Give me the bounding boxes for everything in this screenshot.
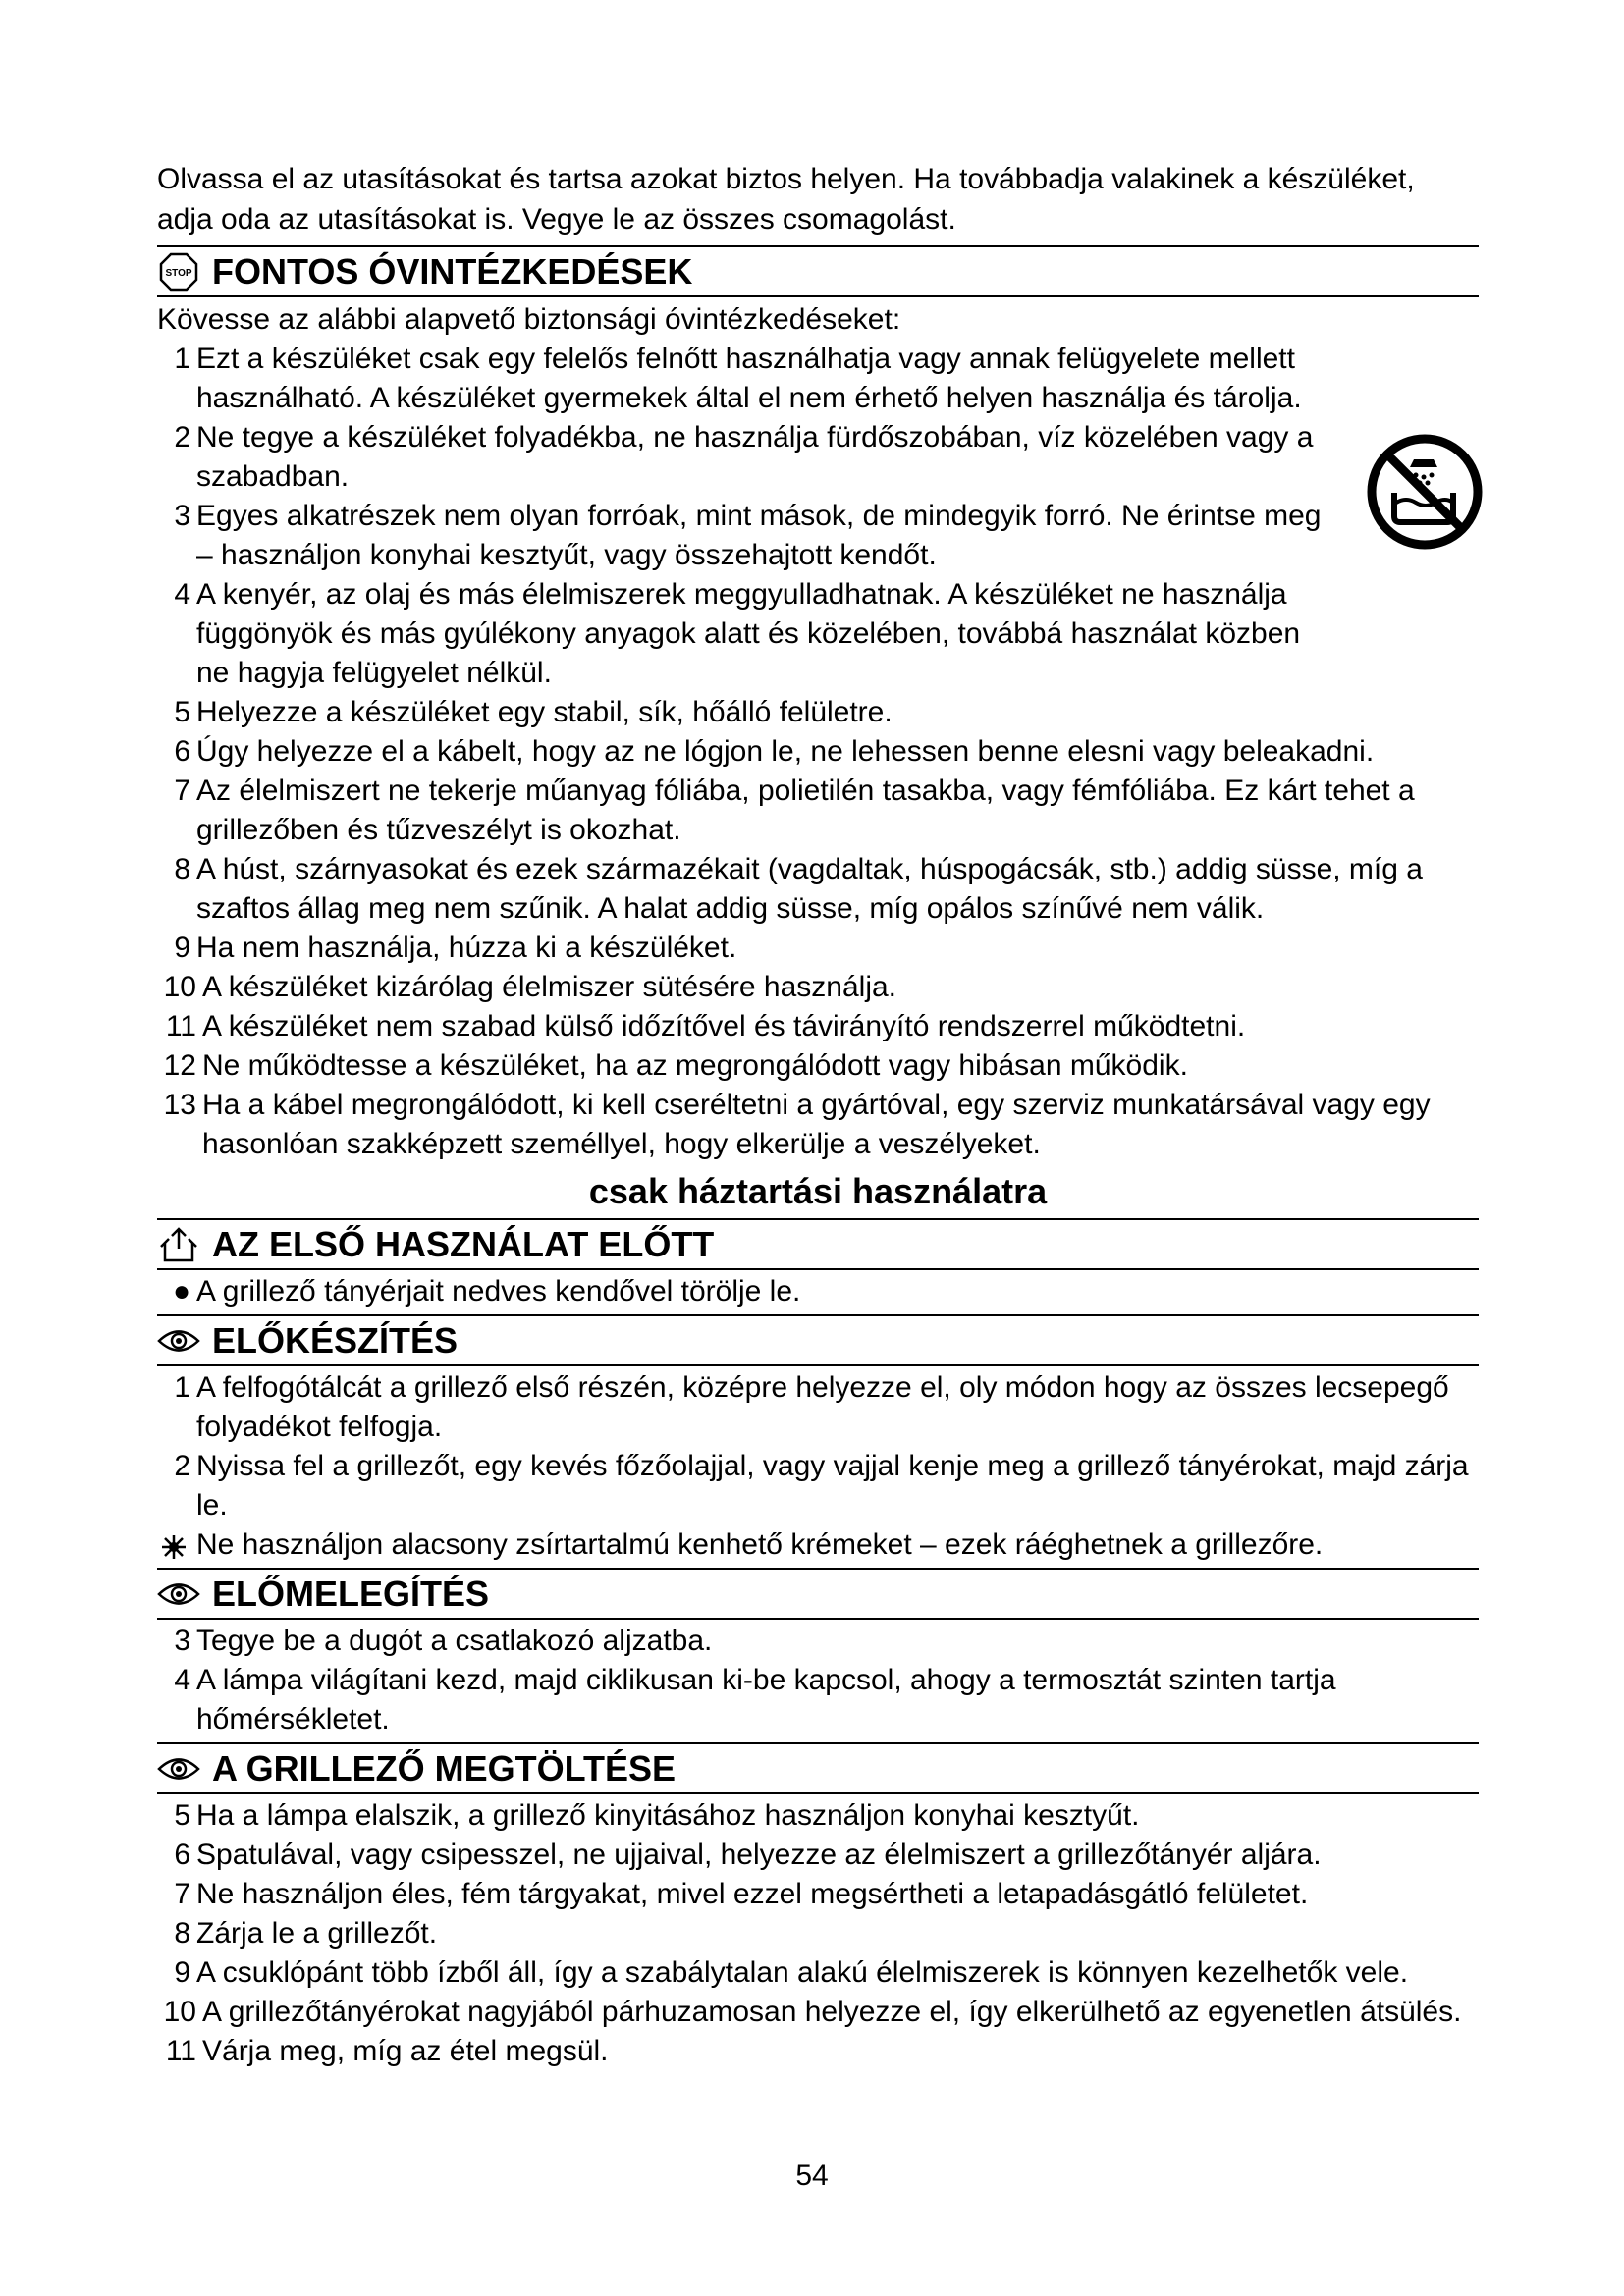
list-item (157, 1914, 1479, 1953)
item-text: A csuklópánt több ízből áll, így a szabálytalan alakú élelmiszerek is könnyen kezelhetők vele. (196, 1956, 1409, 1989)
item-text: Ne tegye a készüléket folyadékba, ne használja fürdőszobában, víz közelében vagy a szabadban. (196, 421, 1314, 493)
first-use-bullet (157, 1272, 1479, 1311)
list-item (157, 1836, 1479, 1875)
item-text: Ne használjon éles, fém tárgyakat, mivel ezzel megsértheti a letapadásgátló felületet. (196, 1878, 1309, 1910)
safety-list (157, 340, 1479, 1164)
safety-title: FONTOS ÓVINTÉZKEDÉSEK (212, 250, 693, 292)
intro-line-2: adja oda az utasításokat is. Vegye le az összes csomagolást. (157, 203, 956, 236)
prep-note-text: Ne használjon alacsony zsírtartalmú kenhető krémeket – ezek ráéghetnek a grillezőre. (196, 1528, 1324, 1561)
preheat-title: ELŐMELEGÍTÉS (212, 1573, 490, 1614)
item-number: 10 (163, 1996, 196, 2028)
item-text: A lámpa világítani kezd, majd ciklikusan ki-be kapcsol, ahogy a termosztát szinten tartja hőmérsékletet. (196, 1664, 1336, 1735)
item-text: A készüléket nem szabad külső időzítővel és távirányító rendszerrel működtetni. (202, 1010, 1246, 1042)
unpack-icon (157, 1223, 200, 1266)
list-item (157, 1368, 1479, 1447)
item-number: 4 (174, 578, 190, 611)
intro-line-1: Olvassa el az utasításokat és tartsa azokat biztos helyen. Ha továbbadja valakinek a készüléket, (157, 163, 1415, 195)
list-item (157, 968, 1479, 1007)
item-number: 10 (163, 971, 196, 1003)
safety-header (157, 245, 1479, 297)
list-item (157, 1046, 1479, 1086)
prep-note (157, 1525, 1479, 1565)
item-number: 2 (174, 1450, 190, 1482)
list-item (157, 418, 1479, 497)
item-number: 11 (165, 2035, 196, 2067)
eye-icon (157, 1573, 200, 1616)
item-text: A grillezőtányérokat nagyjából párhuzamosan helyezze el, így elkerülhető az egyenetlen átsülés. (202, 1996, 1462, 2028)
list-item (157, 1993, 1479, 2032)
item-text: Várja meg, míg az étel megsül. (202, 2035, 609, 2067)
list-item (157, 340, 1479, 418)
item-text: A felfogótálcát a grillező első részén, középre helyezze el, oly módon hogy az összes lecsepegő folyadékot felfogja. (196, 1371, 1449, 1443)
bullet-dot: ● (173, 1275, 191, 1308)
first-use-header (157, 1218, 1479, 1270)
item-number: 5 (174, 696, 190, 728)
no-water-warning-icon (1365, 432, 1485, 552)
item-number: 12 (163, 1049, 196, 1082)
item-text: Tegye be a dugót a csatlakozó aljzatba. (196, 1625, 713, 1657)
prep-list (157, 1368, 1479, 1525)
list-item (157, 1086, 1479, 1164)
preheat-list (157, 1622, 1479, 1739)
item-number: 13 (163, 1089, 196, 1121)
item-text: Egyes alkatrészek nem olyan forróak, mint mások, de mindegyik forró. Ne érintse meg – használjon konyhai kesztyűt, vagy összehajtott kendőt. (196, 500, 1322, 571)
item-number: 8 (174, 853, 190, 885)
list-item (157, 1953, 1479, 1993)
item-text: A készüléket kizárólag élelmiszer sütésére használja. (202, 971, 897, 1003)
item-number: 9 (174, 932, 190, 964)
item-number: 6 (174, 1839, 190, 1871)
item-number: 8 (174, 1917, 190, 1949)
list-item (157, 497, 1479, 575)
preheat-header (157, 1568, 1479, 1620)
list-item (157, 1007, 1479, 1046)
intro (157, 159, 1479, 240)
item-number: 9 (174, 1956, 190, 1989)
prep-header (157, 1314, 1479, 1366)
loading-title: A GRILLEZŐ MEGTÖLTÉSE (212, 1747, 676, 1789)
item-text: Helyezze a készüléket egy stabil, sík, hőálló felületre. (196, 696, 893, 728)
item-text: Ezt a készüléket csak egy felelős felnőtt használhatja vagy annak felügyelete mellett használható. A készüléket gyermekek által el nem érhető helyen használja és tárolja. (196, 343, 1302, 414)
list-item (157, 1661, 1479, 1739)
stop-icon (157, 250, 200, 294)
safety-lead: Kövesse az alábbi alapvető biztonsági óvintézkedéseket: (157, 303, 901, 336)
eye-icon (157, 1319, 200, 1362)
prep-title: ELŐKÉSZÍTÉS (212, 1319, 459, 1361)
first-use-title: AZ ELSŐ HASZNÁLAT ELŐTT (212, 1223, 715, 1264)
item-number: 1 (174, 1371, 190, 1404)
item-text: Az élelmiszert ne tekerje műanyag fóliába, polietilén tasakba, vagy fémfóliába. Ez kárt tehet a grillezőben és tűzveszélyt is okozhat. (196, 774, 1415, 846)
item-text: Zárja le a grillezőt. (196, 1917, 438, 1949)
item-number: 4 (174, 1664, 190, 1696)
list-item (157, 732, 1479, 772)
item-number: 5 (174, 1799, 190, 1832)
item-text: Ha nem használja, húzza ki a készüléket. (196, 932, 737, 964)
item-text: A húst, szárnyasokat és ezek származékait (vagdaltak, húspogácsák, stb.) addig süsse, míg a szaftos állag meg nem szűnik. A halat addig süsse, míg opálos színűvé nem válik. (196, 853, 1423, 925)
list-item (157, 772, 1479, 850)
sparkle-icon (161, 1531, 187, 1571)
item-number: 3 (174, 1625, 190, 1657)
list-item (157, 1875, 1479, 1914)
item-number: 7 (174, 1878, 190, 1910)
item-number: 1 (174, 343, 190, 375)
list-item (157, 1796, 1479, 1836)
item-number: 3 (174, 500, 190, 532)
item-number: 11 (165, 1010, 196, 1042)
eye-icon (157, 1747, 200, 1790)
item-text: Ha a lámpa elalszik, a grillező kinyitásához használjon konyhai kesztyűt. (196, 1799, 1140, 1832)
loading-list (157, 1796, 1479, 2071)
list-item (157, 693, 1479, 732)
item-number: 6 (174, 735, 190, 768)
item-text: A kenyér, az olaj és más élelmiszerek meggyulladhatnak. A készüléket ne használja függönyök és más gyúlékony anyagok alatt és közelében, továbbá használat közben ne hagyja felügyelet nélkül. (196, 578, 1301, 689)
list-item (157, 2032, 1479, 2071)
svg-text:STOP: STOP (165, 267, 192, 279)
list-item (157, 575, 1479, 693)
item-text: Spatulával, vagy csipesszel, ne ujjaival, helyezze az élelmiszert a grillezőtányér aljára. (196, 1839, 1322, 1871)
item-text: Ha a kábel megrongálódott, ki kell cseréltetni a gyártóval, egy szerviz munkatársával vagy egy hasonlóan szakképzett személlyel, hogy elkerülje a veszélyeket. (202, 1089, 1431, 1160)
item-number: 2 (174, 421, 190, 454)
item-text: Úgy helyezze el a kábelt, hogy az ne lógjon le, ne lehessen benne elesni vagy beleakadni. (196, 735, 1375, 768)
item-text: Nyissa fel a grillezőt, egy kevés főzőolajjal, vagy vajjal kenje meg a grillező tányérokat, majd zárja le. (196, 1450, 1469, 1522)
list-item (157, 929, 1479, 968)
page-number: 54 (795, 2160, 829, 2192)
item-number: 7 (174, 774, 190, 807)
list-item (157, 850, 1479, 929)
loading-header (157, 1742, 1479, 1794)
list-item (157, 1447, 1479, 1525)
list-item (157, 1622, 1479, 1661)
page-content (157, 159, 1479, 2071)
first-use-bullet-text: A grillező tányérjait nedves kendővel törölje le. (196, 1275, 801, 1308)
item-text: Ne működtesse a készüléket, ha az megrongálódott vagy hibásan működik. (202, 1049, 1188, 1082)
household-note: csak háztartási használatra (588, 1171, 1048, 1211)
